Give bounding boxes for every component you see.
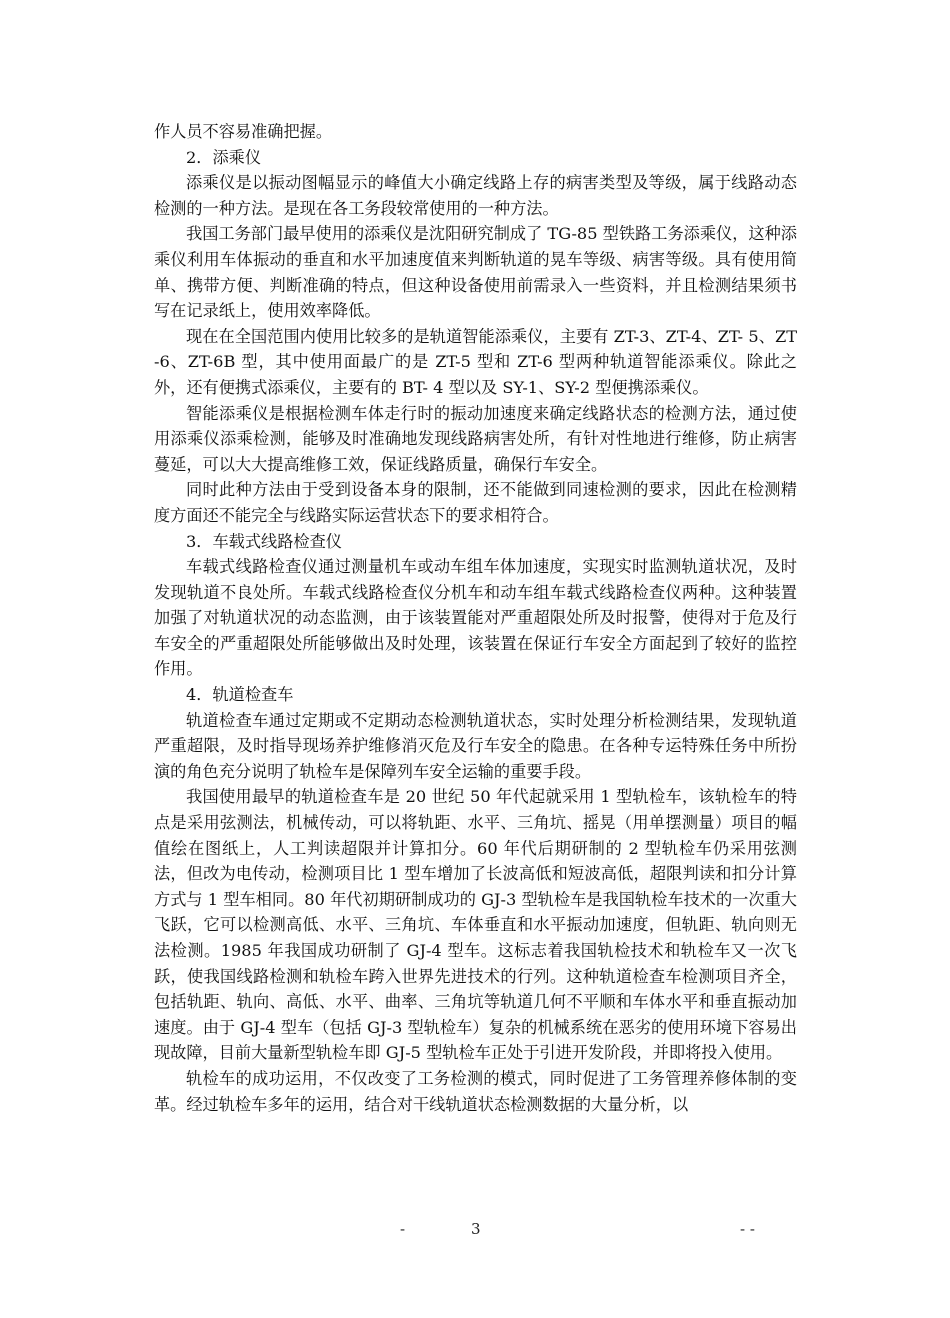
- footer-left-mark: -: [400, 1220, 406, 1238]
- section-heading-track-inspection-car: 4．轨道检查车: [186, 685, 294, 705]
- page-footer: [0, 1217, 950, 1241]
- paragraph: 智能添乘仪是根据检测车体走行时的振动加速度来确定线路状态的检测方法，通过使用添乘仪添乘检测，能够及时准确地发现线路病害处所，有针对性地进行维修，防止病害蔓延，可以大大提高维修工效，保证线路质量，确保行车安全。: [154, 403, 797, 474]
- paragraph: 添乘仪是以振动图幅显示的峰值大小确定线路上存的病害类型及等级，属于线路动态检测的一种方法。是现在各工务段较常使用的一种方法。: [154, 173, 797, 218]
- page-number: 3: [471, 1220, 481, 1238]
- paragraph: 我国使用最早的轨道检查车是 20 世纪 50 年代起就采用 1 型轨检车，该轨检车的特点是采用弦测法，机械传动，可以将轨距、水平、三角坑、摇晃（用单摆测量）项目的幅值绘在图纸上，人工判读超限并计算扣分。60 年代后期研制的 2 型轨检车仍采用弦测法，但改为电传动，检测项目比 1 型车增加了长波高低和短波高低，超限判读和扣分计算方式与 1 型车相同。80 年代初期研制成功的 GJ-3 型轨检车是我国轨检车技术的一次重大飞跃，它可以检测高低、水平、三角坑、车体垂直和水平振动加速度，但轨距、轨向则无法检测。1985 年我国成功研制了 GJ-4 型车。这标志着我国轨检技术和轨检车又一次飞跃，使我国线路检测和轨检车跨入世界先进技术的行列。这种轨道检查车检测项目齐全，包括轨距、轨向、高低、水平、曲率、三角坑等轨道几何不平顺和车体水平和垂直振动加速度。由于 GJ-4 型车（包括 GJ-3 型轨检车）复杂的机械系统在恶劣的使用环境下容易出现故障，目前大量新型轨检车即 GJ-5 型轨检车正处于引进开发阶段，并即将投入使用。: [154, 787, 797, 1063]
- paragraph: 现在在全国范围内使用比较多的是轨道智能添乘仪，主要有 ZT-3、ZT-4、ZT- 5、ZT-6、ZT-6B 型，其中使用面最广的是 ZT-5 型和 ZT-6 型两种轨道智能添乘仪。除此之外，还有便携式添乘仪，主要有的 BT- 4 型以及 SY-1、SY-2 型便携添乘仪。: [154, 326, 797, 397]
- section-heading-vehicle-track-inspector: 3．车载式线路检查仪: [186, 531, 342, 551]
- paragraph: 车载式线路检查仪通过测量机车或动车组车体加速度，实现实时监测轨道状况，及时发现轨道不良处所。车载式线路检查仪分机车和动车组车载式线路检查仪两种。这种装置加强了对轨道状况的动态监测，由于该装置能对严重超限处所及时报警，使得对于危及行车安全的严重超限处所能够做出及时处理，该装置在保证行车安全方面起到了较好的监控作用。: [154, 557, 797, 679]
- paragraph: 同时此种方法由于受到设备本身的限制，还不能做到同速检测的要求，因此在检测精度方面还不能完全与线路实际运营状态下的要求相符合。: [154, 480, 797, 525]
- paragraph: 轨道检查车通过定期或不定期动态检测轨道状态，实时处理分析检测结果，发现轨道严重超限，及时指导现场养护维修消灭危及行车安全的隐患。在各种专运特殊任务中所扮演的角色充分说明了轨检车是保障列车安全运输的重要手段。: [154, 710, 797, 781]
- paragraph: 我国工务部门最早使用的添乘仪是沈阳研究制成了 TG-85 型铁路工务添乘仪，这种添乘仪利用车体振动的垂直和水平加速度值来判断轨道的晃车等级、病害等级。具有使用简单、携带方便、判断准确的特点，但这种设备使用前需录入一些资料，并且检测结果须书写在记录纸上，使用效率降低。: [154, 224, 797, 321]
- paragraph: 轨检车的成功运用，不仅改变了工务检测的模式，同时促进了工务管理养修体制的变革。经过轨检车多年的运用，结合对干线轨道状态检测数据的大量分析，以: [154, 1068, 797, 1114]
- paragraph-continuation: 作人员不容易准确把握。: [154, 122, 333, 141]
- section-heading-tianchengyi: 2．添乘仪: [186, 147, 262, 167]
- document-body: [154, 119, 797, 1117]
- footer-right-mark: - -: [740, 1220, 755, 1238]
